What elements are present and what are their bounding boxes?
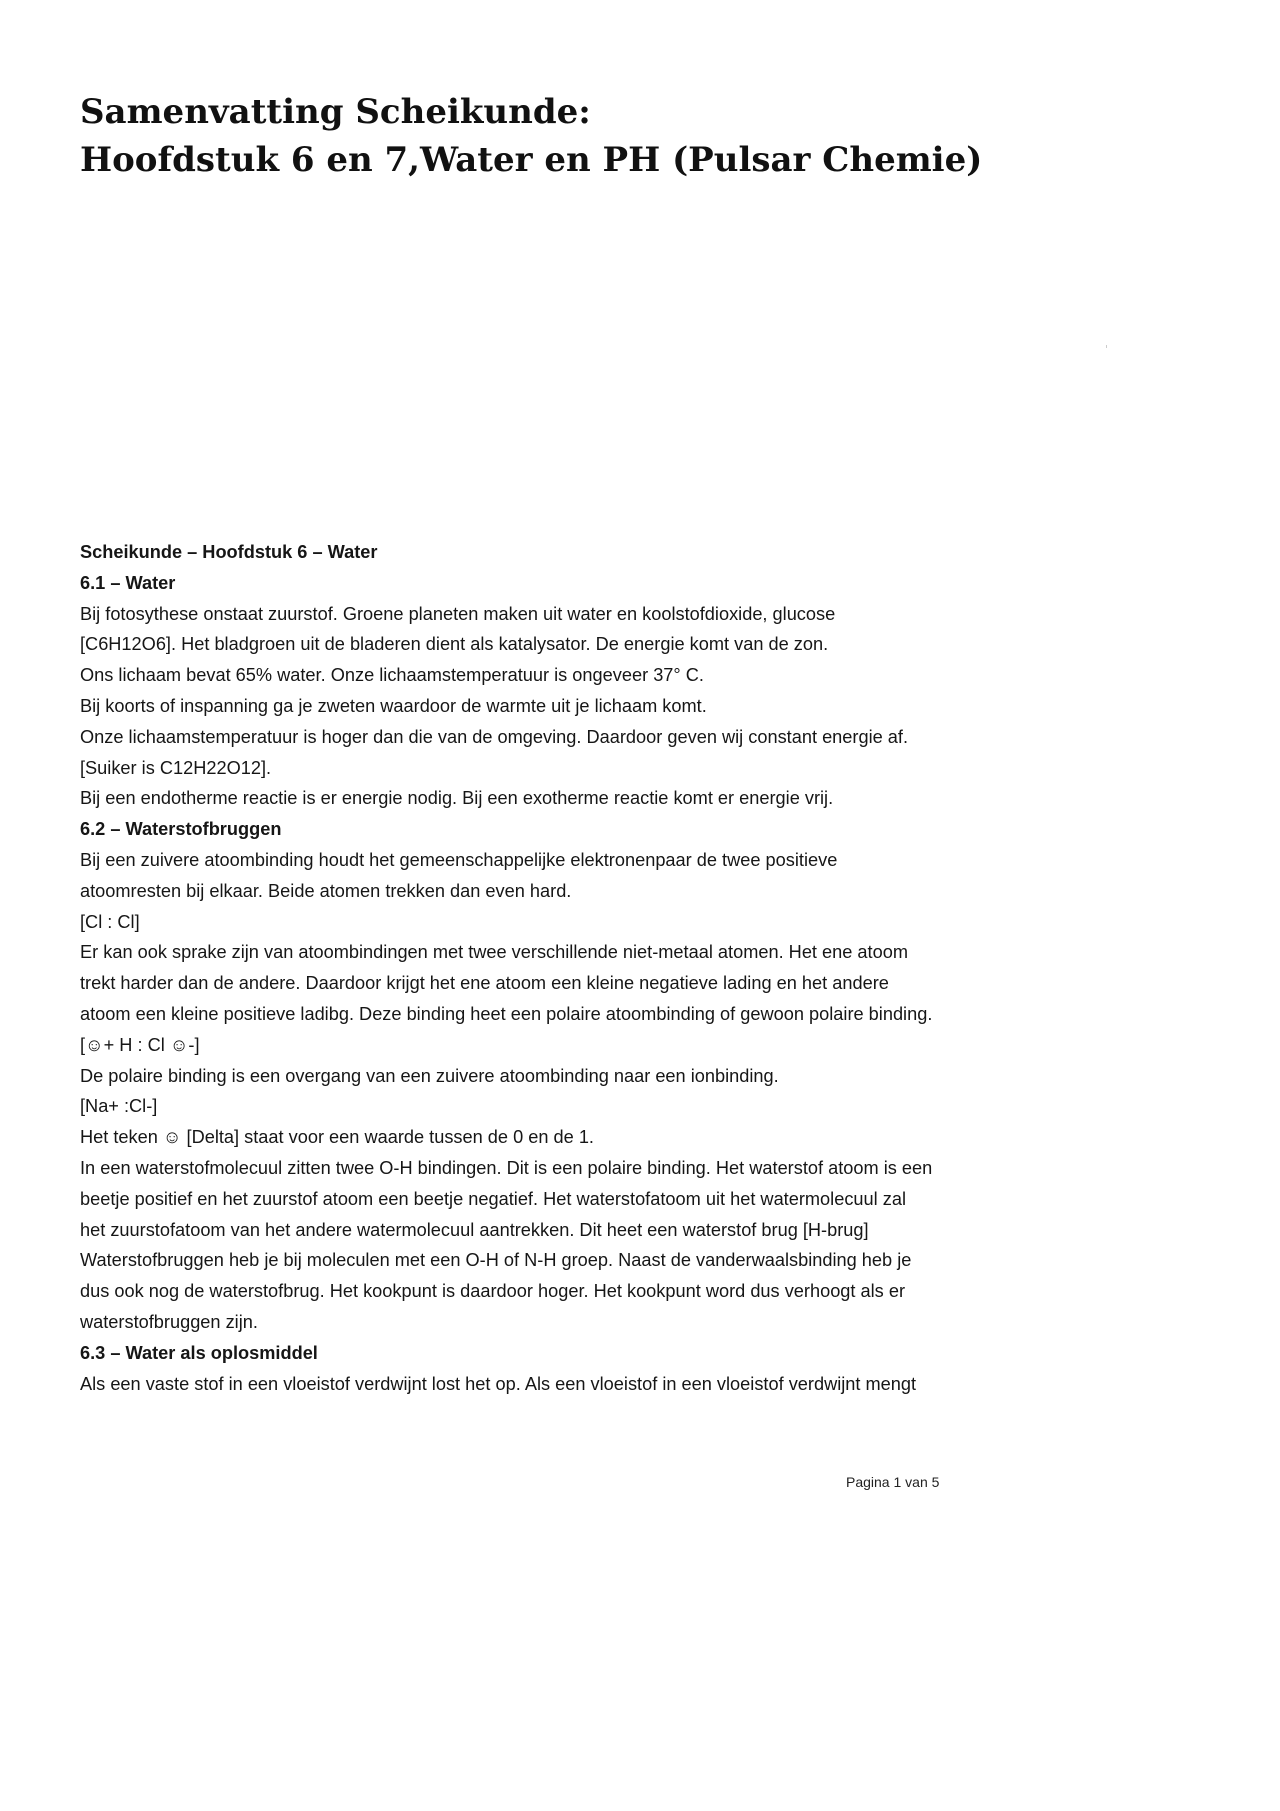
text-line: [C6H12O6]. Het bladgroen uit de bladeren dient als katalysator. De energie komt van de zon. bbox=[80, 634, 829, 655]
text-line: Ons lichaam bevat 65% water. Onze lichaamstemperatuur is ongeveer 37° C. bbox=[80, 665, 704, 686]
section-heading: 6.1 – Water bbox=[80, 572, 176, 593]
text-line: De polaire binding is een overgang van een zuivere atoombinding naar een ionbinding. bbox=[80, 1065, 779, 1086]
section-heading: Scheikunde – Hoofdstuk 6 – Water bbox=[80, 542, 378, 562]
text-line: dus ook nog de waterstofbrug. Het kookpunt is daardoor hoger. Het kookpunt word dus verhoogt als er bbox=[80, 1281, 905, 1302]
text-line: Als een vaste stof in een vloeistof verdwijnt lost het op. Als een vloeistof in een vloeistof verdwijnt mengt bbox=[80, 1373, 917, 1394]
text-line: [☺+ H : Cl ☺-] bbox=[80, 1034, 200, 1055]
text-line: Bij fotosythese onstaat zuurstof. Groene planeten maken uit water en koolstofdioxide, glucose bbox=[80, 603, 836, 624]
text-line: [Suiker is C12H22O12]. bbox=[80, 757, 272, 778]
text-line: trekt harder dan de andere. Daardoor krijgt het ene atoom een kleine negatieve lading en het andere bbox=[80, 973, 889, 994]
text-line: waterstofbruggen zijn. bbox=[80, 1311, 258, 1332]
text-line: Bij koorts of inspanning ga je zweten waardoor de warmte uit je lichaam komt. bbox=[80, 695, 707, 716]
text-line: atoom een kleine positieve ladibg. Deze binding heet een polaire atoombinding of gewoon polaire binding. bbox=[80, 1003, 933, 1024]
text-line: Er kan ook sprake zijn van atoombindingen met twee verschillende niet-metaal atomen. Het ene atoom bbox=[80, 942, 908, 963]
edge-mark bbox=[1106, 345, 1107, 348]
text-line: Waterstofbruggen heb je bij moleculen met een O-H of N-H groep. Naast de vanderwaalsbinding heb je bbox=[80, 1250, 912, 1271]
text-line: Het teken ☺ [Delta] staat voor een waarde tussen de 0 en de 1. bbox=[80, 1127, 594, 1148]
document-title bbox=[80, 88, 982, 184]
text-line: Bij een endotherme reactie is er energie nodig. Bij een exotherme reactie komt er energie vrij. bbox=[80, 788, 834, 809]
text-line: [Na+ :Cl-] bbox=[80, 1096, 158, 1117]
section-heading: 6.2 – Waterstofbruggen bbox=[80, 819, 282, 840]
title-line-2: Hoofdstuk 6 en 7,Water en PH (Pulsar Chemie) bbox=[80, 140, 983, 180]
text-line: [Cl : Cl] bbox=[80, 911, 140, 932]
document-body bbox=[80, 537, 1065, 1399]
title-line-1: Samenvatting Scheikunde: bbox=[80, 92, 591, 132]
text-line: Bij een zuivere atoombinding houdt het gemeenschappelijke elektronenpaar de twee positieve bbox=[80, 849, 838, 870]
text-line: Onze lichaamstemperatuur is hoger dan die van de omgeving. Daardoor geven wij constant energie af. bbox=[80, 726, 909, 747]
section-heading: 6.3 – Water als oplosmiddel bbox=[80, 1342, 318, 1363]
text-line: het zuurstofatoom van het andere watermolecuul aantrekken. Dit heet een waterstof brug [H-brug] bbox=[80, 1219, 869, 1240]
text-line: In een waterstofmolecuul zitten twee O-H bindingen. Dit is een polaire binding. Het waterstof atoom is een bbox=[80, 1157, 933, 1178]
text-line: beetje positief en het zuurstof atoom een beetje negatief. Het waterstofatoom uit het watermolecuul zal bbox=[80, 1188, 906, 1209]
text-line: atoomresten bij elkaar. Beide atomen trekken dan even hard. bbox=[80, 880, 572, 901]
page-number: Pagina 1 van 5 bbox=[846, 1474, 940, 1490]
